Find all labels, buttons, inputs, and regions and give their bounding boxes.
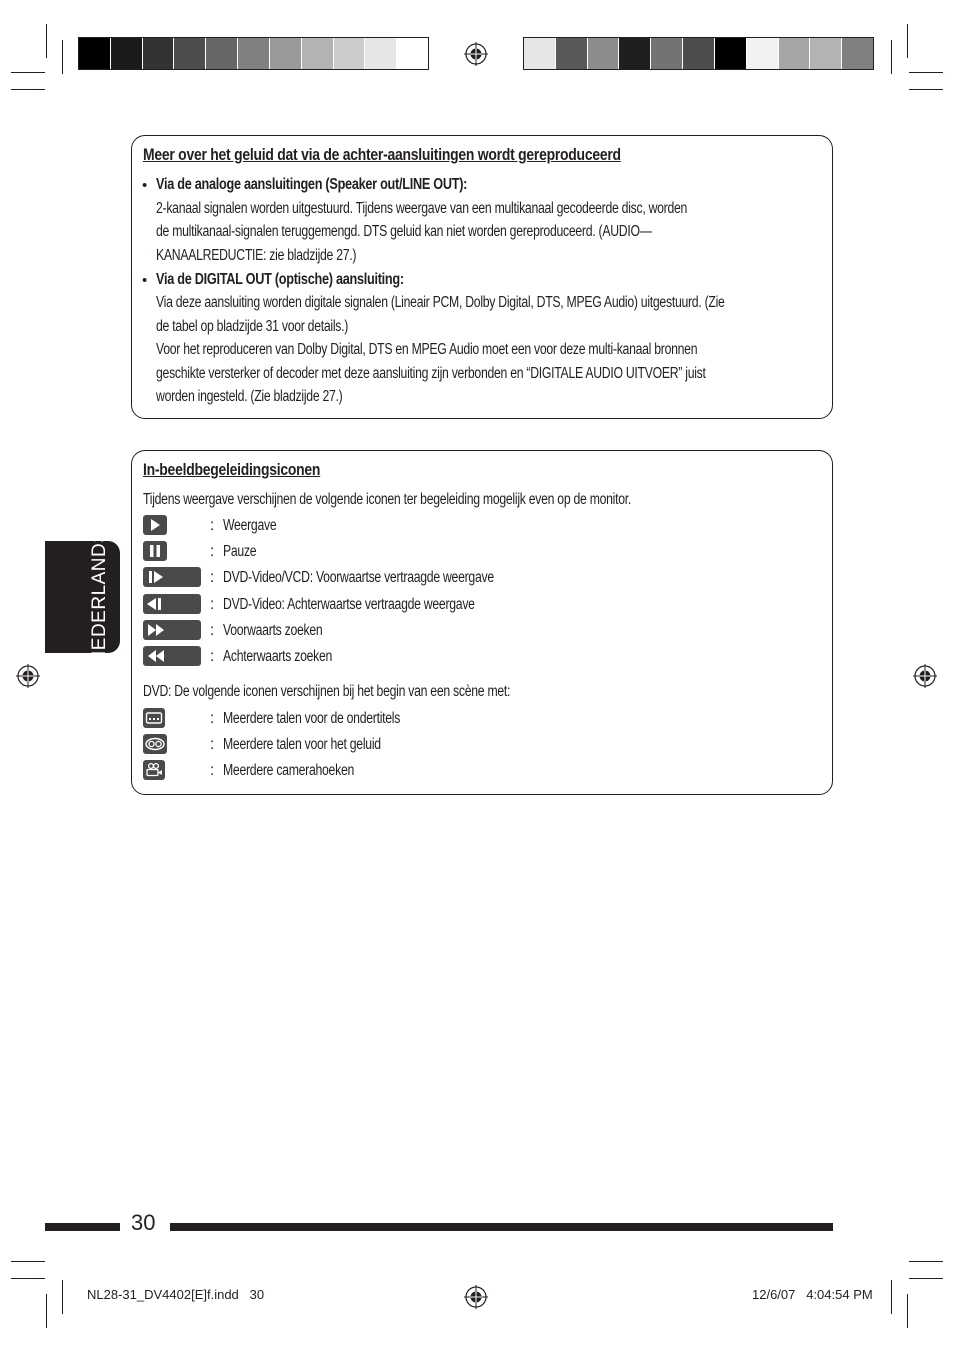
- icon-description: Meerdere talen voor de ondertitels: [223, 710, 401, 727]
- crop-mark: [11, 1278, 45, 1279]
- paragraph-line: Voor het reproduceren van Dolby Digital, DTS en MPEG Audio moet een voor deze multi-kanaal bronnen: [156, 341, 698, 358]
- color-swatch: [334, 38, 366, 69]
- page-number: 30: [131, 1210, 156, 1235]
- icon-description: Weergave: [223, 517, 277, 534]
- colon-separator: :: [210, 543, 215, 560]
- color-swatch: [683, 38, 715, 69]
- paragraph-line: 2-kanaal signalen worden uitgestuurd. Tijdens weergave van een multikanaal gecodeerde disc, worden: [156, 200, 688, 217]
- slug-date-info: 12/6/07 4:04:54 PM: [752, 1287, 873, 1302]
- colon-separator: :: [210, 596, 215, 613]
- colon-separator: :: [210, 622, 215, 639]
- crop-mark: [11, 72, 45, 73]
- icon-description: Meerdere camerahoeken: [223, 762, 355, 779]
- icon-description: DVD-Video/VCD: Voorwaartse vertraagde weergave: [223, 569, 494, 586]
- color-swatch: [174, 38, 206, 69]
- slow-forward-icon: [143, 567, 201, 587]
- icon-legend-row: [143, 734, 823, 756]
- color-swatch: [206, 38, 238, 69]
- info-box-onscreen-icons: [131, 450, 833, 795]
- dvd-intro: DVD: De volgende iconen verschijnen bij het begin van een scène met:: [143, 683, 511, 700]
- crop-mark: [909, 72, 943, 73]
- crop-mark: [909, 1261, 943, 1262]
- colon-separator: :: [210, 710, 215, 727]
- audio-language-icon: [143, 734, 167, 754]
- crop-mark: [11, 89, 45, 90]
- section-title-onscreen-icons: In-beeldbegeleidingsiconen: [143, 460, 321, 479]
- crop-mark: [62, 1280, 63, 1314]
- icon-description: Achterwaarts zoeken: [223, 648, 333, 665]
- crop-mark: [909, 89, 943, 90]
- color-swatch: [270, 38, 302, 69]
- color-swatch: [238, 38, 270, 69]
- paragraph-line: KANAALREDUCTIE: zie bladzijde 27.): [156, 247, 357, 264]
- pause-icon: [143, 541, 167, 561]
- bullet-heading-analog: Via de analoge aansluitingen (Speaker out/LINE OUT):: [156, 176, 468, 193]
- registration-mark-icon: [464, 1285, 488, 1309]
- footer-rule-left: [45, 1223, 120, 1231]
- paragraph-line: Via deze aansluiting worden digitale signalen (Lineair PCM, Dolby Digital, DTS, MPEG Audio) uitgestuurd. (Zie: [156, 294, 725, 311]
- color-swatch: [524, 38, 556, 69]
- paragraph-line: de tabel op bladzijde 31 voor details.): [156, 318, 349, 335]
- icon-legend-row: [143, 567, 823, 589]
- color-swatch: [619, 38, 651, 69]
- paragraph-line: worden ingesteld. (Zie bladzijde 27.): [156, 388, 343, 405]
- color-swatch: [397, 38, 428, 69]
- color-swatch: [747, 38, 779, 69]
- color-swatch: [79, 38, 111, 69]
- color-swatch: [842, 38, 873, 69]
- icon-legend-row: [143, 541, 823, 563]
- colon-separator: :: [210, 736, 215, 753]
- crop-mark: [62, 40, 63, 74]
- color-swatch: [365, 38, 397, 69]
- color-swatch: [143, 38, 175, 69]
- icon-legend-row: [143, 594, 823, 616]
- color-calibration-bar-left: [78, 37, 429, 70]
- language-side-tab: [45, 529, 120, 665]
- colon-separator: :: [210, 648, 215, 665]
- bullet-marker: •: [142, 177, 148, 194]
- registration-mark-icon: [464, 42, 488, 66]
- color-swatch: [810, 38, 842, 69]
- icon-description: Meerdere talen voor het geluid: [223, 736, 381, 753]
- icon-description: Pauze: [223, 543, 257, 560]
- subtitle-icon: [143, 708, 165, 728]
- crop-mark: [46, 24, 47, 58]
- colon-separator: :: [210, 569, 215, 586]
- icon-description: DVD-Video: Achterwaartse vertraagde weergave: [223, 596, 475, 613]
- bullet-marker: •: [142, 272, 148, 289]
- paragraph-line: geschikte versterker of decoder met deze aansluiting zijn verbonden en “DIGITALE AUDIO UITVOER” juist: [156, 365, 706, 382]
- crop-mark: [891, 40, 892, 74]
- footer-rule-right: [170, 1223, 833, 1231]
- color-swatch: [651, 38, 683, 69]
- slow-reverse-icon: [143, 594, 201, 614]
- icon-legend-row: [143, 708, 823, 730]
- crop-mark: [46, 1294, 47, 1328]
- section-title-audio-output: Meer over het geluid dat via de achter-aansluitingen wordt gereproduceerd: [143, 145, 621, 164]
- play-icon: [143, 515, 167, 535]
- registration-mark-icon: [16, 664, 40, 688]
- registration-mark-icon: [913, 664, 937, 688]
- icon-description: Voorwaarts zoeken: [223, 622, 323, 639]
- color-swatch: [556, 38, 588, 69]
- fast-reverse-icon: [143, 646, 201, 666]
- language-tab-label: NEDERLANDS: [89, 529, 110, 665]
- color-swatch: [588, 38, 620, 69]
- icon-legend-row: [143, 760, 823, 782]
- icon-legend-row: [143, 515, 823, 537]
- color-swatch: [302, 38, 334, 69]
- crop-mark: [907, 24, 908, 58]
- fast-forward-icon: [143, 620, 201, 640]
- color-swatch: [779, 38, 811, 69]
- color-swatch: [111, 38, 143, 69]
- color-calibration-bar-right: [523, 37, 874, 70]
- camera-angle-icon: [143, 760, 165, 780]
- colon-separator: :: [210, 762, 215, 779]
- paragraph-line: de multikanaal-signalen teruggemengd. DTS geluid kan niet worden gereproduceerd. (AUDIO—: [156, 223, 652, 240]
- crop-mark: [907, 1294, 908, 1328]
- bullet-heading-digital: Via de DIGITAL OUT (optische) aansluiting:: [156, 271, 404, 288]
- info-box-audio-output: [131, 135, 833, 419]
- icon-legend-row: [143, 646, 823, 668]
- colon-separator: :: [210, 517, 215, 534]
- section-intro: Tijdens weergave verschijnen de volgende iconen ter begeleiding mogelijk even op de monitor.: [143, 491, 632, 508]
- crop-mark: [891, 1280, 892, 1314]
- color-swatch: [715, 38, 747, 69]
- crop-mark: [11, 1261, 45, 1262]
- crop-mark: [909, 1278, 943, 1279]
- slug-file-info: NL28-31_DV4402[E]f.indd 30: [87, 1287, 265, 1302]
- icon-legend-row: [143, 620, 823, 642]
